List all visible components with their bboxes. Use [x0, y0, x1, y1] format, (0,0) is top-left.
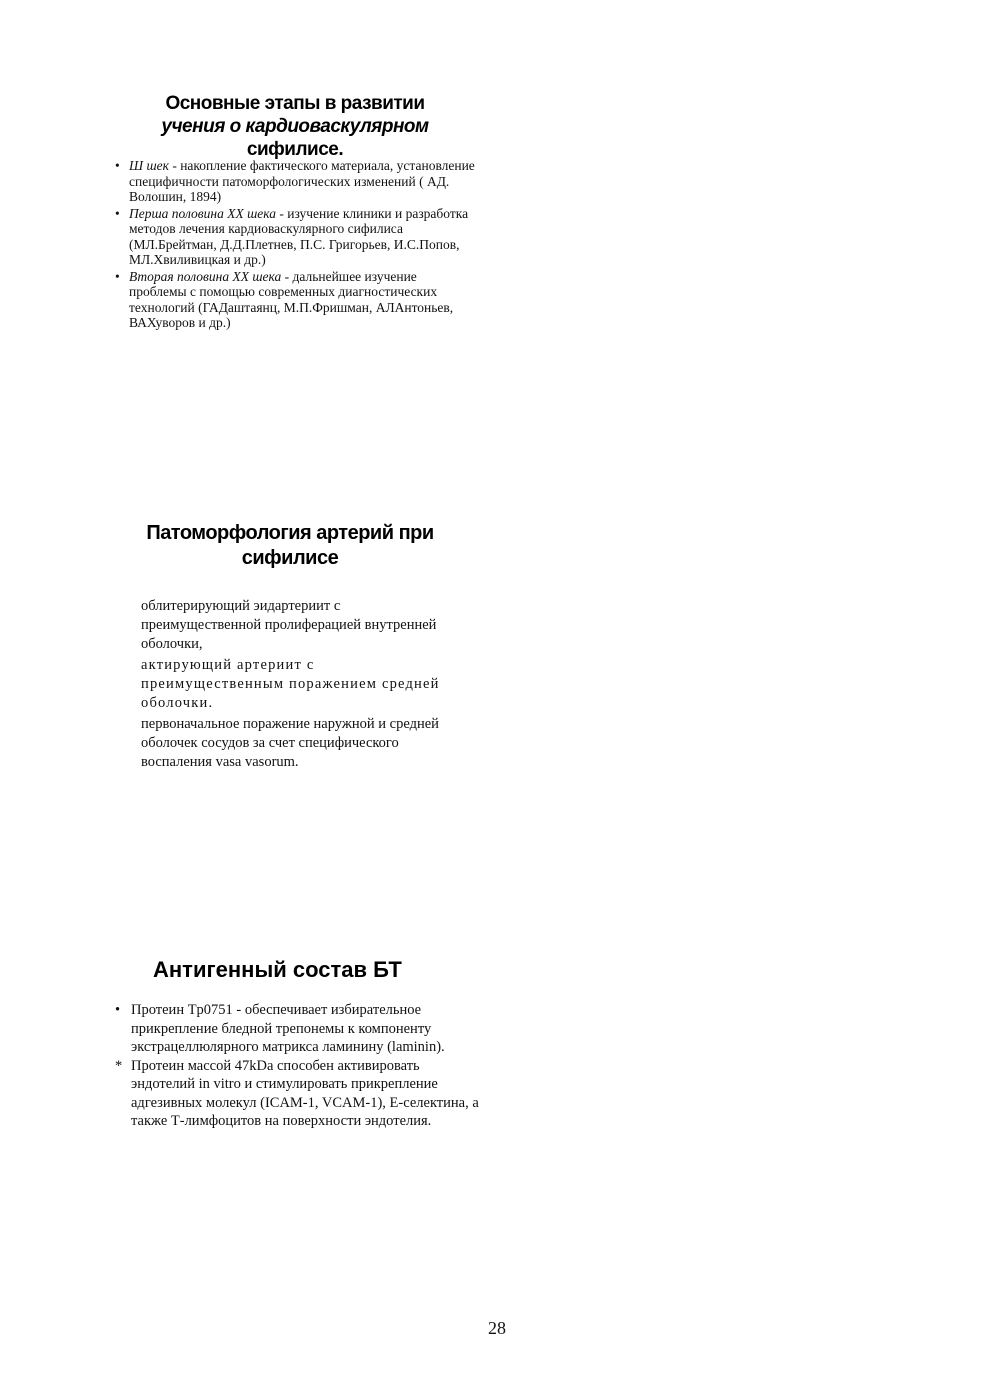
- list-item: [115, 1057, 485, 1131]
- list-item: [115, 206, 475, 268]
- slide-history-title: [115, 92, 475, 161]
- title-line-2: учения о кардиоваскулярном: [161, 116, 429, 137]
- item-text: Протеин массой 47kDa способен активировать эндотелий in vitro и стимулировать прикрепление адгезивных молекул (ICAM-1, VCAM-1), E-селектина, а также Т-лимфоцитов на поверхности эндотелия.: [131, 1057, 479, 1129]
- antigens-list: [115, 1001, 485, 1131]
- slide-pathomorphology: [130, 521, 450, 774]
- pathomorphology-paragraphs: [130, 597, 441, 772]
- item-lead: Ш шек -: [129, 158, 177, 173]
- bullet-marker: •: [115, 158, 120, 173]
- list-item: [115, 269, 475, 331]
- list-item: [115, 158, 475, 205]
- item-text: накопление фактического материала, установление специфичности патоморфологических изменений ( АД. Волошин, 1894): [129, 158, 475, 204]
- paragraph: актирующий артериит с преимущественным поражением средней оболочки.: [141, 657, 440, 711]
- item-text: Протеин Tp0751 - обеспечивает избирательное прикрепление бледной трепонемы к компоненту экстрацеллюлярного матрикса ламинину (laminin).: [131, 1002, 445, 1055]
- slide-history: [115, 92, 475, 331]
- bullet-marker: •: [115, 268, 120, 284]
- history-list: [115, 158, 475, 331]
- slide-antigens: [115, 956, 485, 1131]
- page-number: 28: [488, 1318, 506, 1338]
- title-line-1: Патоморфология артерий при: [146, 522, 434, 544]
- item-text: изучение клиники и разработка методов лечения кардиоваскулярного сифилиса (МЛ.Брейтман, Д.Д.Плетнев, П.С. Григорьев, И.С.Попов, МЛ.Хвиливицкая и др.): [129, 205, 469, 267]
- list-item: [115, 1001, 485, 1057]
- bullet-marker: *: [115, 1057, 123, 1074]
- paragraph: облитерирующий эидартериит с преимущественной пролиферацией внутренней оболочки,: [141, 598, 437, 652]
- title-line-2: сифилисе: [241, 547, 339, 569]
- bullet-marker: •: [115, 1002, 121, 1018]
- title-line-1: Основные этапы в развитии: [165, 93, 425, 114]
- paragraph: первоначальное поражение наружной и средней оболочек сосудов за счет специфического воспаления vasa vasorum.: [141, 716, 439, 770]
- slide-pathomorphology-title: [130, 521, 450, 571]
- title-line-3: сифилисе.: [246, 139, 344, 160]
- item-text: дальнейшее изучение проблемы с помощью современных диагностических технологий (ГАДаштаянц, М.П.Фришман, АЛАнтоньев, ВАХуворов и др.): [129, 268, 454, 330]
- item-lead: Перша половина XX шека -: [129, 205, 284, 221]
- item-lead: Вторая половина XX шека -: [129, 268, 290, 284]
- slide-antigens-title: Антигенный состав БТ: [153, 957, 402, 982]
- bullet-marker: •: [115, 205, 120, 221]
